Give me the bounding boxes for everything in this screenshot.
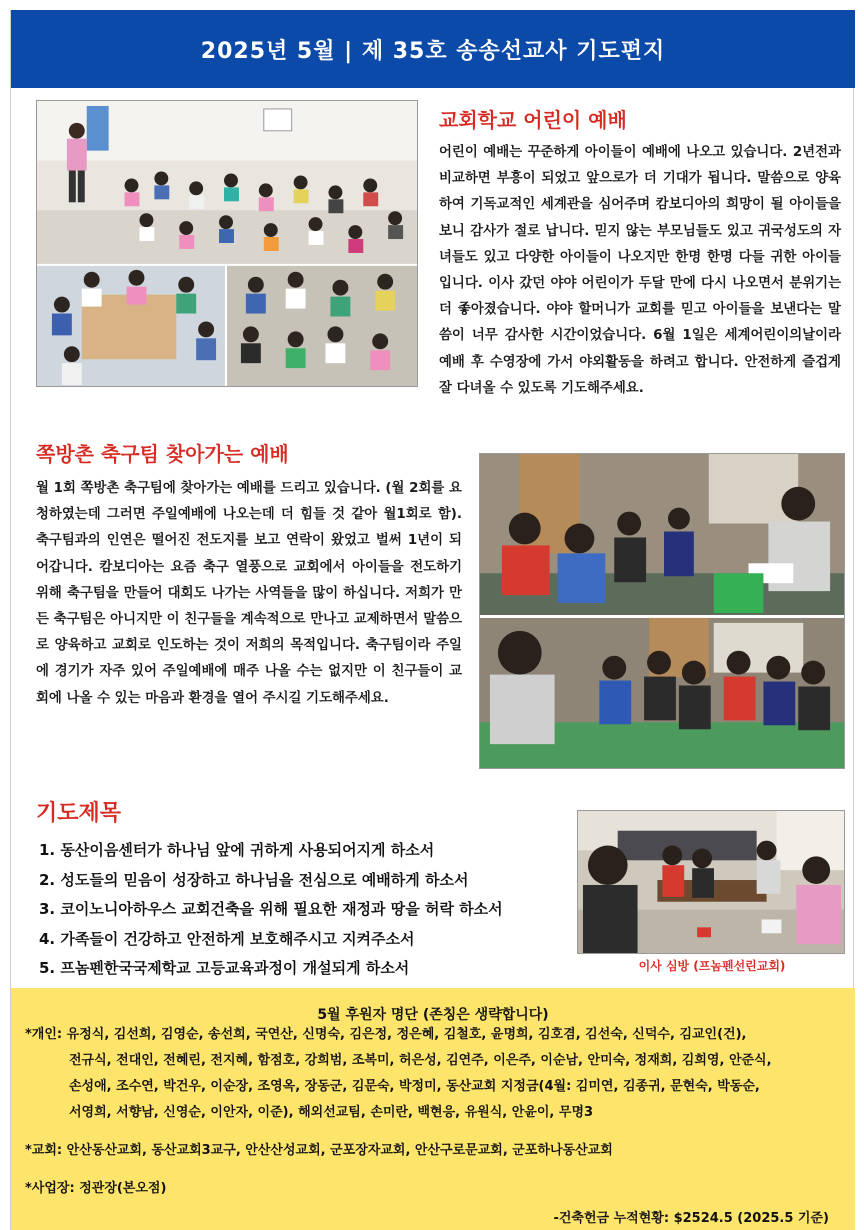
prayer-topics-heading: 기도제목: [36, 801, 122, 826]
childrens-worship-text: 어린이 예배는 꾸준하게 아이들이 예배에 나오고 있습니다. 2년전과 비교하면 부흥이 되었고 앞으로가 더 기대가 됩니다. 말씀으로 양육하여 기독교적인 세계관을 심어주며 캄보디아의 희망이 될 아이들을 보니 감사가 절로 납니다. 믿지 않는 부모님들도 있고 귀국성도의 자녀들도 있고 다양한 아이들이 나오지만 한명 한명 다들 귀한 아이들입니다. 이사 갔던 야야 어린이가 두달 만에 다시 나오면서 분위기는 더 좋아졌습니다. 야야 할머니가 교회를 믿고 아이들을 보낸다는 말씀이 너무 감사한 시간이었습니다. 6월 1일은 세계어린이의날이라 예배 후 수영장에 가서 야외활동을 하려고 합니다. 안전하게 즐겁게 잘 다녀올 수 있도록 기도해주세요.: [439, 145, 841, 396]
donor-list-title: 5월 후원자 명단 (존칭은 생략합니다): [317, 1007, 549, 1023]
donor-business-line: *사업장: 정관장(본오점): [25, 1181, 167, 1196]
prayer-topics-list: [39, 836, 579, 984]
newsletter-title: 2025년 5월 | 제 35호 송송선교사 기도편지: [200, 38, 666, 64]
prayer-topic-item: 3. 코이노니아하우스 교회건축을 위해 필요한 재정과 땅을 허락 하소서: [39, 900, 503, 918]
donor-individual-line: *개인: 유정식, 김선희, 김영순, 송선희, 국연산, 신명숙, 김은정, 정은혜, 김철호, 윤명희, 김호겸, 김선숙, 신덕수, 김교인(건),: [25, 1027, 747, 1042]
prayer-topic-item: 5. 프놈펜한국국제학교 고등교육과정이 개설되게 하소서: [39, 959, 410, 977]
prayer-topic-item: 4. 가족들이 건강하고 안전하게 보호해주시고 지켜주소서: [39, 929, 415, 948]
pastoral-visit-photo: [577, 810, 845, 954]
prayer-letter-page: [10, 10, 854, 1230]
donor-churches-line: *교회: 안산동산교회, 동산교회3교구, 안산산성교회, 군포장자교회, 안산구로문교회, 군포하나동산교회: [25, 1143, 613, 1158]
childrens-worship-heading: 교회학교 어린이 예배: [439, 108, 627, 132]
football-team-heading: 쪽방촌 축구팀 찾아가는 예배: [36, 442, 289, 466]
building-fund-status: -건축헌금 누적현황: $2524.5 (2025.5 기준): [553, 1211, 829, 1226]
prayer-topic-item: 1. 동산이음센터가 하나님 앞에 귀하게 사용되어지게 하소서: [39, 841, 435, 859]
football-team-photo: [479, 453, 845, 769]
donor-individual-line: 손성애, 조수연, 박건우, 이순장, 조영옥, 장동군, 김문숙, 박정미, 동산교회 지정금(4월: 김미연, 김종귀, 문현숙, 박동순,: [69, 1079, 760, 1094]
childrens-worship-photo: [36, 100, 418, 387]
newsletter-banner: [11, 10, 855, 88]
prayer-topic-item: 2. 성도들의 믿음이 성장하고 하나님을 전심으로 예배하게 하소서: [39, 870, 469, 889]
donor-section: [11, 988, 855, 1230]
pastoral-visit-caption: 이사 심방 (프놈펜선린교회): [638, 959, 786, 973]
football-team-text: 월 1회 쪽방촌 축구팀에 찾아가는 예배를 드리고 있습니다. (월 2회를 요청하였는데 그러면 주일예배에 나오는데 더 힘들 것 같아 월1회로 함). 축구팀과의 인연은 떨어진 전도지를 보고 연락이 왔었고 벌써 1년이 되어갑니다. 캄보디아는 요즘 축구 열풍으로 교회에서 아이들을 전도하기 위해 축구팀을 만들어 대회도 나가는 사역들을 많이 하십니다. 저희가 만든 축구팀은 아니지만 이 친구들을 계속적으로 만나고 교제하면서 말씀으로 양육하고 교회로 인도하는 것이 저희의 목적입니다. 축구팀이라 주일에 경기가 자주 있어 주일예배에 매주 나올 수는 없지만 이 친구들이 교회에 나올 수 있는 마음과 환경을 열어 주시길 기도해주세요.: [36, 481, 462, 706]
donor-individual-line: 전규식, 전대인, 전혜린, 전지혜, 함점호, 강희범, 조복미, 허은성, 김연주, 이은주, 이순남, 안미숙, 정재희, 김희영, 안준식,: [69, 1053, 772, 1068]
donor-individual-line: 서영희, 서향남, 신영순, 이안자, 이준), 해외선교팀, 손미란, 백현응, 유원식, 안윤이, 무명3: [69, 1105, 594, 1120]
